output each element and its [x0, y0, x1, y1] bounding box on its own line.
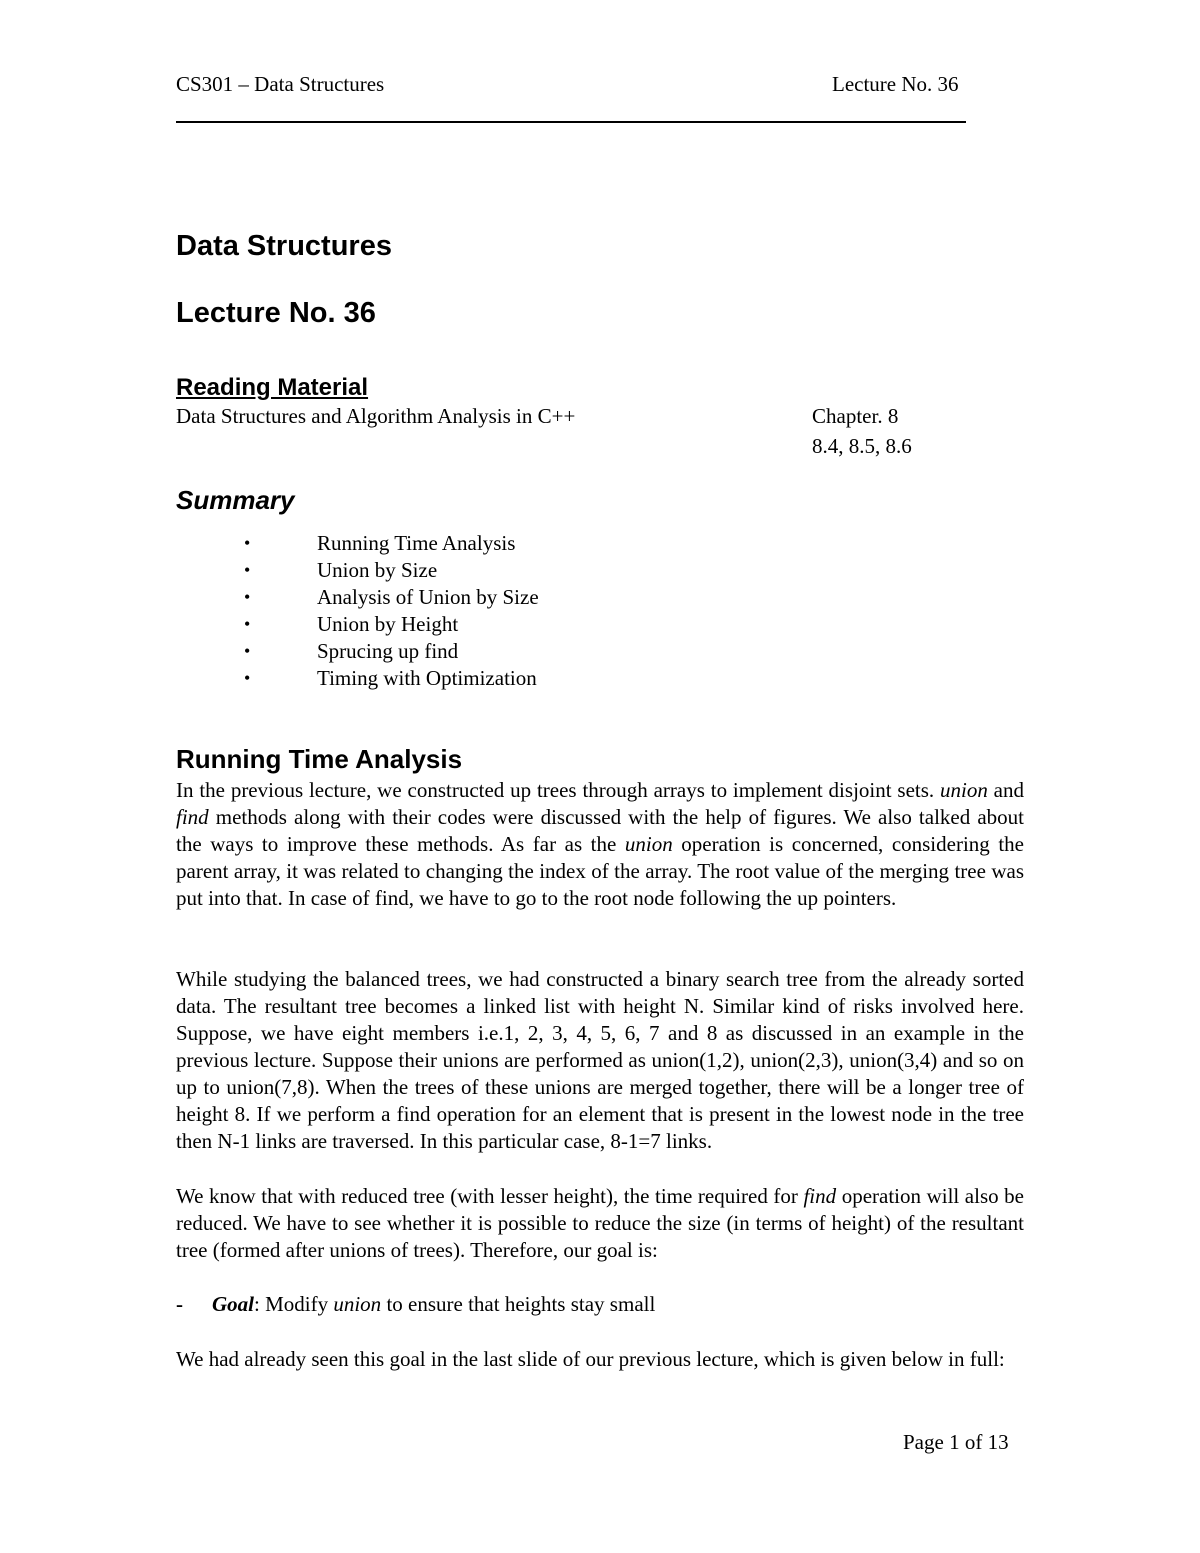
section-heading: Running Time Analysis [176, 744, 463, 774]
header-course: CS301 – Data Structures [176, 72, 385, 96]
paragraph-reduced-tree [176, 1183, 1024, 1264]
document-title: Data Structures [176, 230, 392, 262]
goal-line [176, 1291, 655, 1318]
bullet-icon: • [244, 533, 251, 553]
reading-material-heading: Reading Material [176, 374, 369, 401]
reading-sections: 8.4, 8.5, 8.6 [812, 434, 912, 458]
bullet-icon: • [244, 641, 251, 661]
goal-text: to ensure that heights stay small [381, 1292, 656, 1316]
page-number: Page 1 of 13 [903, 1430, 1009, 1454]
summary-item-label: Union by Size [317, 558, 438, 582]
summary-item-label: Union by Height [317, 612, 459, 636]
paragraph-text: operation is concerned, considering the parent array, it was related to changing the index of the array. The root value of the merging tree was put into that. In case of find, we have to go to the root node following the up pointers. [176, 832, 1025, 910]
paragraph-text: and [987, 778, 1024, 802]
goal-text: : Modify [254, 1292, 334, 1316]
emphasis-find: find [176, 805, 209, 829]
paragraph-text: operation will also be reduced. We have to see whether it is possible to reduce the size (in terms of height) of the resultant tree (formed after unions of trees). Therefore, our goal is: [176, 1184, 1025, 1262]
bullet-icon: • [244, 587, 251, 607]
header-rule [176, 121, 966, 123]
paragraph-text: We know that with reduced tree (with lesser height), the time required for [176, 1184, 804, 1208]
summary-item-label: Sprucing up find [317, 639, 459, 663]
lecture-title: Lecture No. 36 [176, 297, 376, 329]
summary-item-label: Running Time Analysis [317, 531, 516, 555]
emphasis-union: union [624, 832, 673, 856]
paragraph-text: methods along with their codes were discussed with the help of figures. We also talked about the ways to improve these methods. As far as the [176, 805, 1024, 856]
paragraph-goal-note: We had already seen this goal in the last slide of our previous lecture, which is given below in full: [176, 1347, 1005, 1371]
bullet-icon: • [244, 668, 251, 688]
bullet-icon: • [244, 560, 251, 580]
paragraph-text: In the previous lecture, we constructed up trees through arrays to implement disjoint sets. [176, 778, 940, 802]
summary-heading: Summary [176, 485, 295, 515]
summary-item-label: Timing with Optimization [317, 666, 537, 690]
emphasis-union: union [333, 1292, 382, 1316]
emphasis-union: union [940, 778, 988, 802]
paragraph-balanced-trees: While studying the balanced trees, we had constructed a binary search tree from the already sorted data. The resultant tree becomes a linked list with height N. Similar kind of risks involved here. Suppose, we have eight members i.e.1, 2, 3, 4, 5, 6, 7 and 8 as discussed in an example in the previous lecture. Suppose their unions are performed as union(1,2), union(2,3), union(3,4) and so on up to union(7,8). When the trees of these unions are merged together, there will be a longer tree of height 8. If we perform a find operation for an element that is present in the lowest node in the tree then N-1 links are traversed. In this particular case, 8-1=7 links. [176, 967, 1024, 1153]
emphasis-find: find [803, 1184, 837, 1208]
dash-bullet: - [176, 1292, 183, 1316]
reading-chapter: Chapter. 8 [812, 404, 899, 428]
reading-book-title: Data Structures and Algorithm Analysis in C++ [176, 404, 576, 428]
summary-item-label: Analysis of Union by Size [317, 585, 539, 609]
goal-label: Goal [212, 1292, 254, 1316]
header-lecture: Lecture No. 36 [832, 72, 959, 96]
paragraph-intro [176, 777, 1024, 912]
bullet-icon: • [244, 614, 251, 634]
